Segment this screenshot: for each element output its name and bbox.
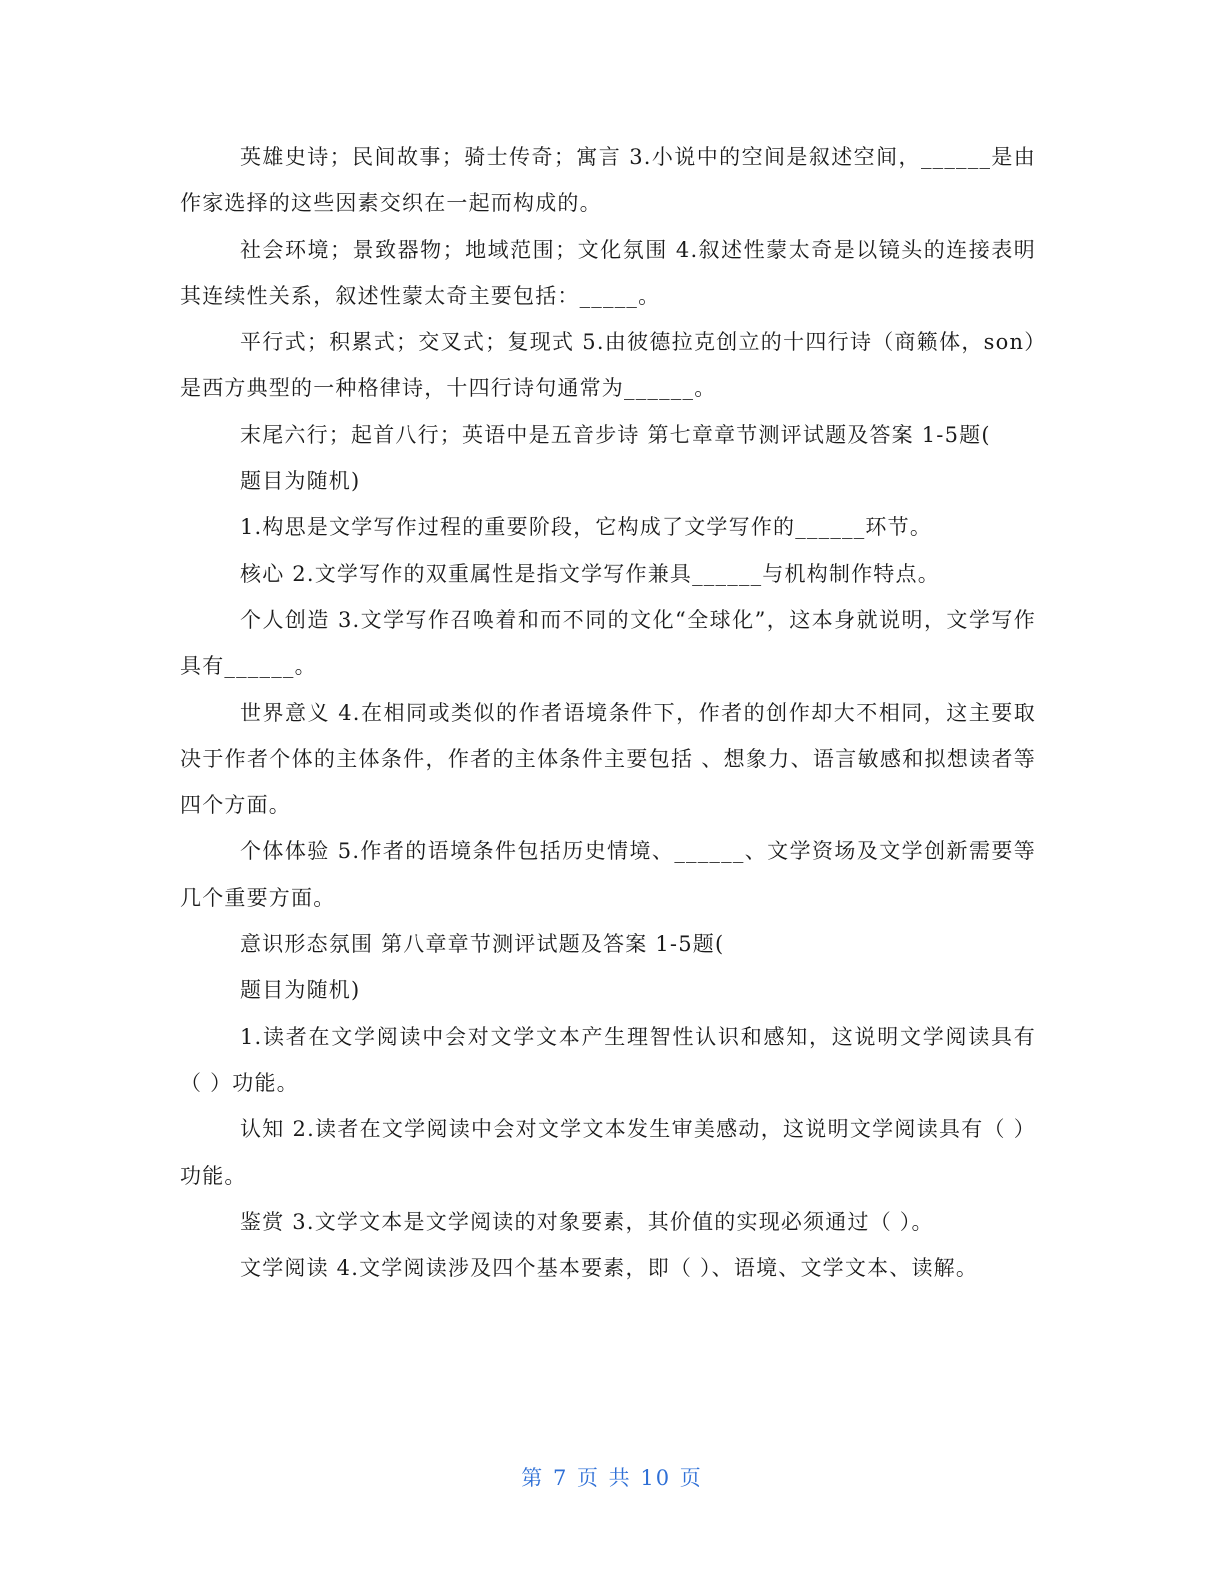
paragraph: 英雄史诗；民间故事；骑士传奇；寓言 3.小说中的空间是叙述空间，______是由作家选择的这些因素交织在一起而构成的。 bbox=[180, 145, 1036, 216]
paragraph: 平行式；积累式；交叉式；复现式 5.由彼德拉克创立的十四行诗（商籁体，son）是西方典型的一种格律诗，十四行诗句通常为______。 bbox=[180, 330, 1036, 401]
paragraph: 核心 2.文学写作的双重属性是指文学写作兼具______与机构制作特点。 bbox=[240, 561, 940, 586]
paragraph: 意识形态氛围 第八章章节测评试题及答案 1-5题( bbox=[240, 932, 725, 957]
page-number-footer: 第 7 页 共 10 页 bbox=[521, 1466, 703, 1490]
paragraph: 1.读者在文学阅读中会对文学文本产生理智性认识和感知，这说明文学阅读具有（ ）功能。 bbox=[180, 1024, 1036, 1095]
paragraph: 个体体验 5.作者的语境条件包括历史情境、______、文学资场及文学创新需要等几个重要方面。 bbox=[180, 839, 1036, 910]
paragraph: 题目为随机) bbox=[240, 469, 361, 494]
paragraph: 1.构思是文学写作过程的重要阶段，它构成了文学写作的______环节。 bbox=[240, 515, 933, 540]
paragraph: 鉴赏 3.文学文本是文学阅读的对象要素，其价值的实现必须通过（ ）。 bbox=[240, 1209, 934, 1234]
paragraph: 世界意义 4.在相同或类似的作者语境条件下，作者的创作却大不相同，这主要取决于作者个体的主体条件，作者的主体条件主要包括 、想象力、语言敏感和拟想读者等四个方面。 bbox=[180, 700, 1036, 818]
paragraph: 题目为随机) bbox=[240, 978, 361, 1003]
paragraph: 认知 2.读者在文学阅读中会对文学文本发生审美感动，这说明文学阅读具有（ ）功能。 bbox=[180, 1117, 1036, 1188]
paragraph: 个人创造 3.文学写作召唤着和而不同的文化“全球化”，这本身就说明，文学写作具有______。 bbox=[180, 607, 1036, 679]
paragraph: 末尾六行；起首八行；英语中是五音步诗 第七章章节测评试题及答案 1-5题( bbox=[240, 422, 991, 447]
document-body bbox=[180, 134, 1036, 1291]
paragraph: 文学阅读 4.文学阅读涉及四个基本要素，即（ ）、语境、文学文本、读解。 bbox=[240, 1256, 979, 1281]
paragraph: 社会环境；景致器物；地域范围；文化氛围 4.叙述性蒙太奇是以镜头的连接表明其连续性关系，叙述性蒙太奇主要包括：_____。 bbox=[180, 237, 1036, 308]
